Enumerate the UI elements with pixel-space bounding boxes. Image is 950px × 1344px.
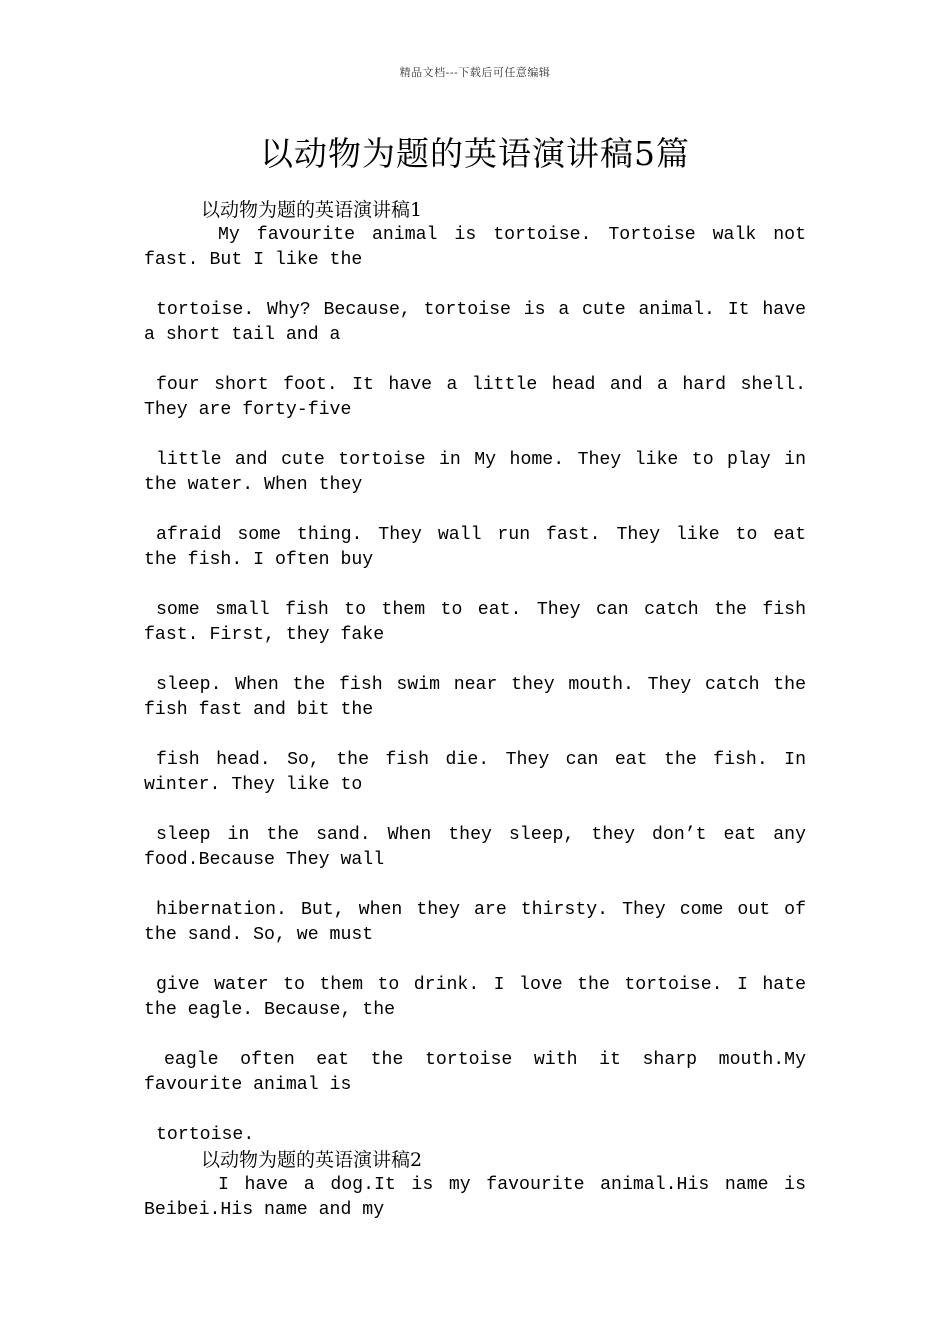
paragraph-line: winter. They like to <box>144 775 363 795</box>
paragraph-closing-line: tortoise. <box>156 1125 255 1145</box>
paragraph-line: eagle often eat the tortoise with it sharp mouth.My <box>164 1050 806 1070</box>
paragraph-line: I have a dog.It is my favourite animal.His name is <box>218 1175 806 1195</box>
paragraph-line: the water. When they <box>144 475 363 495</box>
paragraph <box>144 748 806 798</box>
paragraph-line: sleep in the sand. When they sleep, they don’t eat any <box>156 825 806 845</box>
paragraph-line: the sand. So, we must <box>144 925 374 945</box>
paragraph-line: some small fish to them to eat. They can catch the fish <box>156 600 806 620</box>
paragraph-line: fish fast and bit the <box>144 700 374 720</box>
paragraph-line: four short foot. It have a little head and a hard shell. <box>156 375 806 395</box>
paragraph-line: little and cute tortoise in My home. They like to play in <box>156 450 806 470</box>
paragraph <box>144 523 806 573</box>
paragraph-line: a short tail and a <box>144 325 341 345</box>
paragraph-line: hibernation. But, when they are thirsty. They come out of <box>156 900 806 920</box>
paragraph-line: sleep. When the fish swim near they mouth. They catch the <box>156 675 806 695</box>
paragraph-line: give water to them to drink. I love the tortoise. I hate <box>156 975 806 995</box>
paragraph <box>144 1048 806 1098</box>
paragraph <box>144 298 806 348</box>
paragraph <box>144 898 806 948</box>
paragraph <box>144 373 806 423</box>
paragraph-line: the fish. I often buy <box>144 550 374 570</box>
document-title: 以动物为题的英语演讲稿5篇 <box>260 134 690 173</box>
paragraph-line: tortoise. Why? Because, tortoise is a cute animal. It have <box>156 300 806 320</box>
paragraph-line: My favourite animal is tortoise. Tortoise walk not <box>218 225 806 245</box>
paragraph-line: fast. First, they fake <box>144 625 385 645</box>
paragraph <box>144 223 806 273</box>
paragraph <box>144 823 806 873</box>
paragraph-line: fast. But I like the <box>144 250 363 270</box>
paragraph-line: food.Because They wall <box>144 850 385 870</box>
paragraph <box>144 448 806 498</box>
paragraph <box>144 1173 806 1223</box>
paragraph <box>144 598 806 648</box>
paragraph-line: Beibei.His name and my <box>144 1200 385 1220</box>
paragraph-line: afraid some thing. They wall run fast. They like to eat <box>156 525 806 545</box>
document-body <box>144 198 806 1223</box>
paragraph-line: They are forty-five <box>144 400 352 420</box>
paragraph-line: fish head. So, the fish die. They can eat the fish. In <box>156 750 806 770</box>
paragraph <box>144 973 806 1023</box>
paragraph-line: the eagle. Because, the <box>144 1000 396 1020</box>
section-heading-2: 以动物为题的英语演讲稿2 <box>201 1149 423 1171</box>
page-header-watermark: 精品文档---下载后可任意编辑 <box>399 66 551 79</box>
paragraph-line: favourite animal is <box>144 1075 352 1095</box>
section-heading-1: 以动物为题的英语演讲稿1 <box>201 199 423 221</box>
paragraph <box>144 673 806 723</box>
